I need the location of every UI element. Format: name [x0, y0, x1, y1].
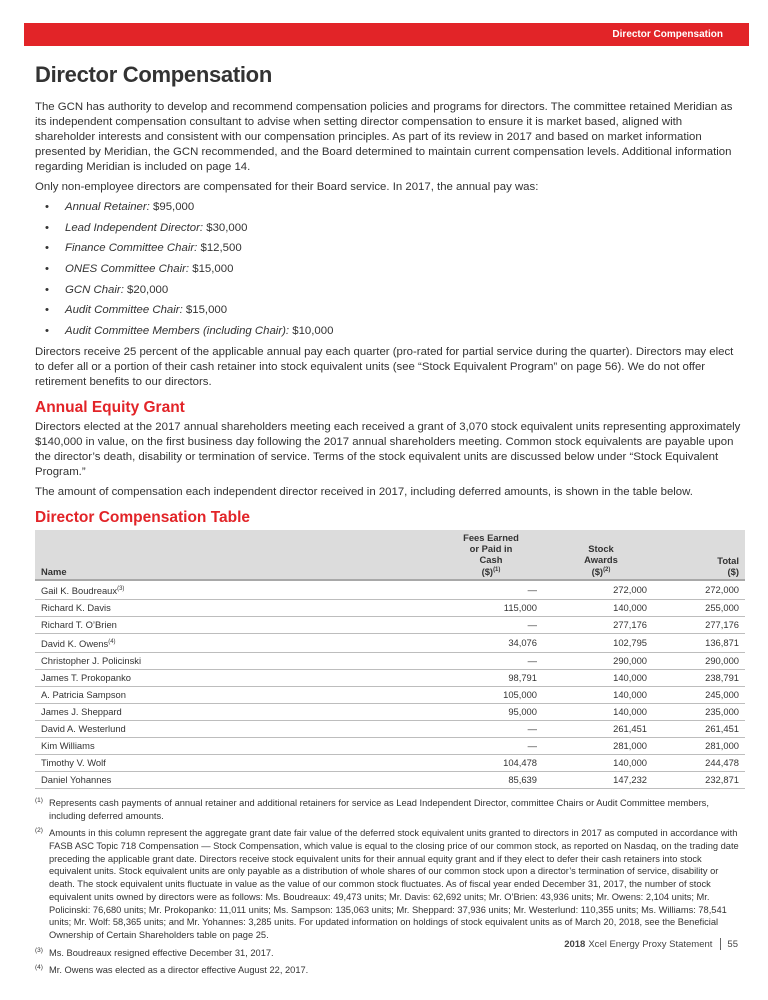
table-row [35, 580, 745, 600]
pay-item [35, 303, 745, 318]
cell-stock-awards: 140,000 [545, 686, 655, 703]
pay-item-amount: $20,000 [127, 283, 169, 296]
equity-grant-title: Annual Equity Grant [35, 398, 185, 416]
table-row [35, 771, 745, 788]
pay-item-label: Audit Committee Chair: [65, 304, 183, 317]
bullet-icon: • [45, 221, 49, 234]
cell-fees: — [435, 616, 545, 633]
table-row [35, 720, 745, 737]
cell-stock-awards: 140,000 [545, 703, 655, 720]
comp-table-title: Director Compensation Table [35, 508, 251, 526]
footnote-ref: (4) [108, 638, 116, 645]
cell-fees: — [435, 737, 545, 754]
cell-total: 272,000 [655, 580, 745, 600]
table-body [35, 580, 745, 789]
footnote-text: Represents cash payments of annual retainer and additional retainers for service as Lead Independent Director, committee Chairs or Audit Committee members, including deferred amounts. [49, 797, 709, 821]
cell-fees: 115,000 [435, 599, 545, 616]
bullet-icon: • [45, 263, 49, 276]
header-name: Name [35, 530, 435, 580]
footnote-mark: (4) [35, 963, 43, 971]
pay-item-label: Lead Independent Director: [65, 221, 204, 234]
cell-name: David K. Owens$^{(4)}$ [35, 633, 435, 652]
footer-divider [720, 938, 721, 950]
cell-total: 255,000 [655, 599, 745, 616]
pay-item [35, 262, 745, 277]
cell-fees: — [435, 580, 545, 600]
table-intro-paragraph: The amount of compensation each independent director received in 2017, including deferred amounts, is shown in the table below. [35, 485, 693, 498]
bullet-icon: • [45, 325, 49, 338]
cell-fees: 95,000 [435, 703, 545, 720]
page-footer [564, 938, 738, 950]
cell-name: Richard T. O’Brien [35, 616, 435, 633]
cell-stock-awards: 277,176 [545, 616, 655, 633]
table-row [35, 686, 745, 703]
header-stock-awards: Stock Awards ($)$^{(2)}$ [545, 530, 655, 580]
director-compensation-table [35, 530, 745, 789]
pay-item-label: GCN Chair: [65, 283, 124, 296]
pay-item-amount: $10,000 [292, 325, 334, 338]
footnote-mark: (3) [35, 946, 43, 954]
cell-name: Richard K. Davis [35, 599, 435, 616]
cell-total: 290,000 [655, 652, 745, 669]
pay-item-amount: $15,000 [192, 263, 234, 276]
cell-total: 261,451 [655, 720, 745, 737]
table-row [35, 616, 745, 633]
cell-total: 136,871 [655, 633, 745, 652]
bullet-icon: • [45, 283, 49, 296]
footnote-text: Mr. Owens was elected as a director effective August 22, 2017. [49, 964, 309, 975]
annual-pay-list [35, 200, 745, 339]
cell-fees: — [435, 720, 545, 737]
header-fees: Fees Earned or Paid in Cash ($)$^{(1)}$ [435, 530, 545, 580]
pay-item-label: ONES Committee Chair: [65, 263, 190, 276]
cell-total: 281,000 [655, 737, 745, 754]
cell-name: Daniel Yohannes [35, 771, 435, 788]
section-header-label: Director Compensation [612, 29, 723, 40]
table-row [35, 599, 745, 616]
pay-item-label: Annual Retainer: [65, 201, 150, 213]
table-row [35, 652, 745, 669]
cell-stock-awards: 261,451 [545, 720, 655, 737]
pay-item-amount: $30,000 [206, 221, 248, 234]
cell-stock-awards: 272,000 [545, 580, 655, 600]
table-row [35, 754, 745, 771]
cell-name: Christopher J. Policinski [35, 652, 435, 669]
table-header-row [35, 530, 745, 580]
cell-fees: 34,076 [435, 633, 545, 652]
footnote-mark: (1) [35, 796, 43, 804]
cell-name: Gail K. Boudreaux$^{(3)}$ [35, 580, 435, 600]
pay-item [35, 221, 745, 236]
cell-stock-awards: 140,000 [545, 669, 655, 686]
cell-fees: 104,478 [435, 754, 545, 771]
page-title: Director Compensation [35, 62, 272, 87]
page-number: 55 [727, 938, 738, 950]
footnote-text: Amounts in this column represent the aggregate grant date fair value of the deferred stock equivalent units granted to directors in 2017 as computed in accordance with FASB ASC Topic 718 Compensation — Stock Compensation, which value is equal to the closing price of our common stock, as reported on Nasdaq, on the trading date preceding the applicable grant date. Directors receive stock equivalent units for their annual equity grant and if they elect to defer their cash retainers into stock equivalent units. Stock equivalent units are only payable as a distribution of whole shares of our common stock upon a director’s termination of service, disability or death. The stock equivalent units fluctuate in value as the value of our common stock fluctuates. As of fiscal year ended December 31, 2017, the number of stock equivalent units owned by directors were as follows: Ms. Boudreaux: 49,473 units; Mr. Davis: 62,692 units; Mr. O’Brien: 43,936 units; Mr. Owens: 2,104 units; Mr. Policinski: 76,680 units; Mr. Prokopanko: 11,011 units; Ms. Sampson: 135,063 units; Mr. Sheppard: 37,936 units; Mr. Westerlund: 110,355 units; Ms. Williams: 78,541 units; Mr. Wolf: 58,365 units; and Mr. Yohannes: 3,285 units. For updated information on holdings of stock equivalent units as of March 20, 2018, see the Beneficial Ownership of Certain Shareholders table on page 25. [49, 827, 739, 941]
quarterly-pay-paragraph: Directors receive 25 percent of the applicable annual pay each quarter (pro-rated for partial service during the quarter). Directors may elect to defer all or a portion of their cash retainer into stock equivalent units (see “Stock Equivalent Program” on page 56). We do not offer retirement benefits to our directors. [35, 345, 734, 388]
cell-stock-awards: 140,000 [545, 599, 655, 616]
page-content [35, 100, 745, 981]
header-total: Total ($) [655, 530, 745, 580]
pay-item [35, 200, 745, 215]
cell-fees: 105,000 [435, 686, 545, 703]
table-row [35, 669, 745, 686]
cell-name: Timothy V. Wolf [35, 754, 435, 771]
table-row [35, 703, 745, 720]
footnote-text: Ms. Boudreaux resigned effective December 31, 2017. [49, 947, 274, 958]
footnote-1 [35, 797, 745, 823]
cell-name: James J. Sheppard [35, 703, 435, 720]
cell-total: 238,791 [655, 669, 745, 686]
cell-name: David A. Westerlund [35, 720, 435, 737]
footnote-4 [35, 964, 745, 977]
cell-name: Kim Williams [35, 737, 435, 754]
annual-pay-intro: Only non-employee directors are compensated for their Board service. In 2017, the annual pay was: [35, 181, 539, 193]
cell-total: 244,478 [655, 754, 745, 771]
cell-stock-awards: 102,795 [545, 633, 655, 652]
intro-paragraph: The GCN has authority to develop and recommend compensation policies and programs for directors. The committee retained Meridian as its independent compensation consultant to advise when setting director compensation to ensure it is market based, aligned with shareholder interests and consistent with our compensation principles. As part of its review in 2017 and based on market information presented by Meridian, the GCN recommended, and the Board determined to maintain current compensation levels. Additional information regarding Meridian is included on page 14. [35, 101, 733, 173]
footnote-ref: (1) [493, 566, 501, 573]
cell-total: 232,871 [655, 771, 745, 788]
bullet-icon: • [45, 201, 49, 213]
footnote-2 [35, 827, 745, 942]
cell-stock-awards: 140,000 [545, 754, 655, 771]
cell-stock-awards: 281,000 [545, 737, 655, 754]
pay-item-amount: $15,000 [185, 304, 228, 317]
cell-fees: 98,791 [435, 669, 545, 686]
pay-item-amount: $12,500 [200, 242, 242, 255]
cell-name: James T. Prokopanko [35, 669, 435, 686]
cell-fees: — [435, 652, 545, 669]
pay-item [35, 283, 745, 298]
bullet-icon: • [45, 304, 49, 317]
cell-stock-awards: 147,232 [545, 771, 655, 788]
cell-stock-awards: 290,000 [545, 652, 655, 669]
pay-item [35, 324, 745, 339]
footer-year: 2018 [564, 938, 586, 950]
pay-item [35, 241, 745, 256]
section-header-bar [24, 23, 749, 46]
table-row [35, 633, 745, 652]
pay-item-label: Audit Committee Members (including Chair): [65, 325, 290, 338]
footnote-mark: (2) [35, 826, 43, 834]
cell-name: A. Patricia Sampson [35, 686, 435, 703]
footnote-ref: (2) [603, 566, 611, 573]
pay-item-amount: $95,000 [153, 201, 195, 213]
cell-total: 277,176 [655, 616, 745, 633]
cell-fees: 85,639 [435, 771, 545, 788]
footer-publication: Xcel Energy Proxy Statement [588, 938, 713, 950]
bullet-icon: • [45, 242, 49, 255]
equity-grant-paragraph: Directors elected at the 2017 annual shareholders meeting each received a grant of 3,070 stock equivalent units representing approximately $140,000 in value, on the first business day following the 2017 annual shareholders meeting. Common stock equivalents are payable upon the director’s death, disability or termination of service. Terms of the stock equivalent units are discussed below under “Stock Equivalent Program.” [35, 420, 741, 478]
pay-item-label: Finance Committee Chair: [65, 242, 198, 255]
table-row [35, 737, 745, 754]
cell-total: 245,000 [655, 686, 745, 703]
footnote-ref: (3) [117, 585, 125, 592]
cell-total: 235,000 [655, 703, 745, 720]
